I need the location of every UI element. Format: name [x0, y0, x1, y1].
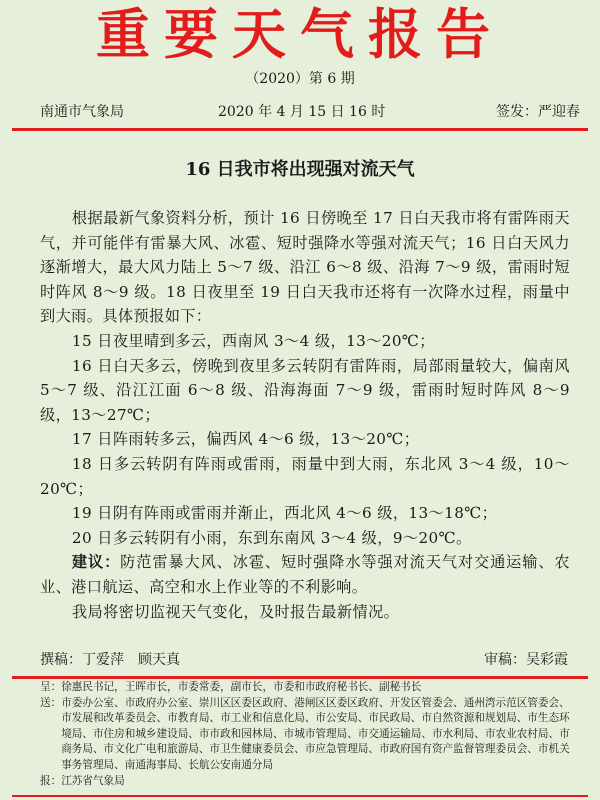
distribution-row-bao [40, 774, 574, 790]
closing-paragraph: 我局将密切监视天气变化，及时报告最新情况。 [71, 602, 400, 621]
meta-row [40, 102, 580, 122]
report-headline: 16 日我市将出现强对流天气 [185, 159, 415, 180]
forecast-20th: 20 日多云转阴有小雨，东到东南风 3～4 级，9～20℃。 [71, 528, 472, 547]
distribution-row-song [40, 696, 574, 774]
suggestion-label: 建议： [71, 553, 121, 572]
footer-divider [12, 676, 588, 679]
author-line: 撰稿：丁爱萍 顾天真 [40, 652, 180, 668]
bottom-divider [12, 795, 588, 797]
reviewer-line: 审稿：吴彩霞 [484, 652, 568, 668]
forecast-17th: 17 日阵雨转多云，偏西风 4～6 级，13～20℃； [71, 430, 420, 449]
song-label: 送： [40, 696, 62, 709]
forecast-19th: 19 日阴有阵雨或雷雨并渐止，西北风 4～6 级，13～18℃； [71, 504, 498, 523]
suggestion-paragraph [40, 550, 570, 599]
header-divider [12, 128, 588, 131]
bao-recipients: 江苏省气象局 [61, 774, 125, 787]
report-body [40, 206, 570, 624]
report-masthead-title: 重要天气报告 [96, 3, 504, 66]
sign-row [40, 650, 568, 670]
forecast-18th: 18 日多云转阴有阵雨或雷雨，雨量中到大雨，东北风 3～4 级，10～20℃； [40, 454, 570, 498]
cheng-label: 呈： [40, 681, 62, 693]
distribution-row-cheng [40, 680, 574, 696]
song-recipients: 市委办公室、市政府办公室、崇川区区委区政府、港闸区区委区政府、开发区管委会、通州湾示范区管委会、市发展和改革委员会、市教育局、市工业和信息化局、市公安局、市民政局、市自然资源和规划局、市生态环境局、市住房和城乡建设局、市市政和园林局、市城市管理局、市交通运输局、市水利局、市农业农村局、市商务局、市文化广电和旅游局、市卫生健康委员会、市应急管理局、市政府国有资产监督管理委员会、市机关事务管理局、南通海事局、长航公安南通分局 [61, 696, 570, 771]
issue-datetime: 2020 年 4 月 15 日 16 时 [218, 104, 386, 120]
distribution-list [40, 680, 574, 789]
signer: 签发：严迎春 [496, 104, 580, 120]
forecast-16th: 16 日白天多云，傍晚到夜里多云转阴有雷阵雨，局部雨量较大，偏南风 5～7 级、沿江江面 6～8 级、沿海海面 7～9 级，雷雨时短时阵风 8～9 级，13～27℃； [40, 356, 570, 424]
forecast-15th: 15 日夜里晴到多云，西南风 3～4 级，13～20℃； [71, 331, 435, 350]
suggestion-text: 防范雷暴大风、冰雹、短时强降水等强对流天气对交通运输、农业、港口航运、高空和水上作业等的不利影响。 [40, 553, 570, 596]
bao-label: 报： [40, 774, 62, 787]
issue-number: （2020）第 6 期 [245, 71, 355, 87]
body-paragraph-overview: 根据最新气象资料分析，预计 16 日傍晚至 17 日白天我市将有雷阵雨天气，并可能伴有雷暴大风、冰雹、短时强降水等强对流天气；16 日白天风力逐渐增大，最大风力陆上 5～7 级、沿江 6～8 级、沿海 7～9 级，雷雨时短时阵风 8～9 级。18 日夜里至 19 日白天我市还将有一次降水过程，雨量中到大雨。具体预报如下： [40, 209, 570, 326]
issuing-agency: 南通市气象局 [40, 104, 124, 120]
cheng-recipients: 徐惠民书记，王晖市长，市委常委，副市长，市委和市政府秘书长、副秘书长 [61, 681, 422, 693]
